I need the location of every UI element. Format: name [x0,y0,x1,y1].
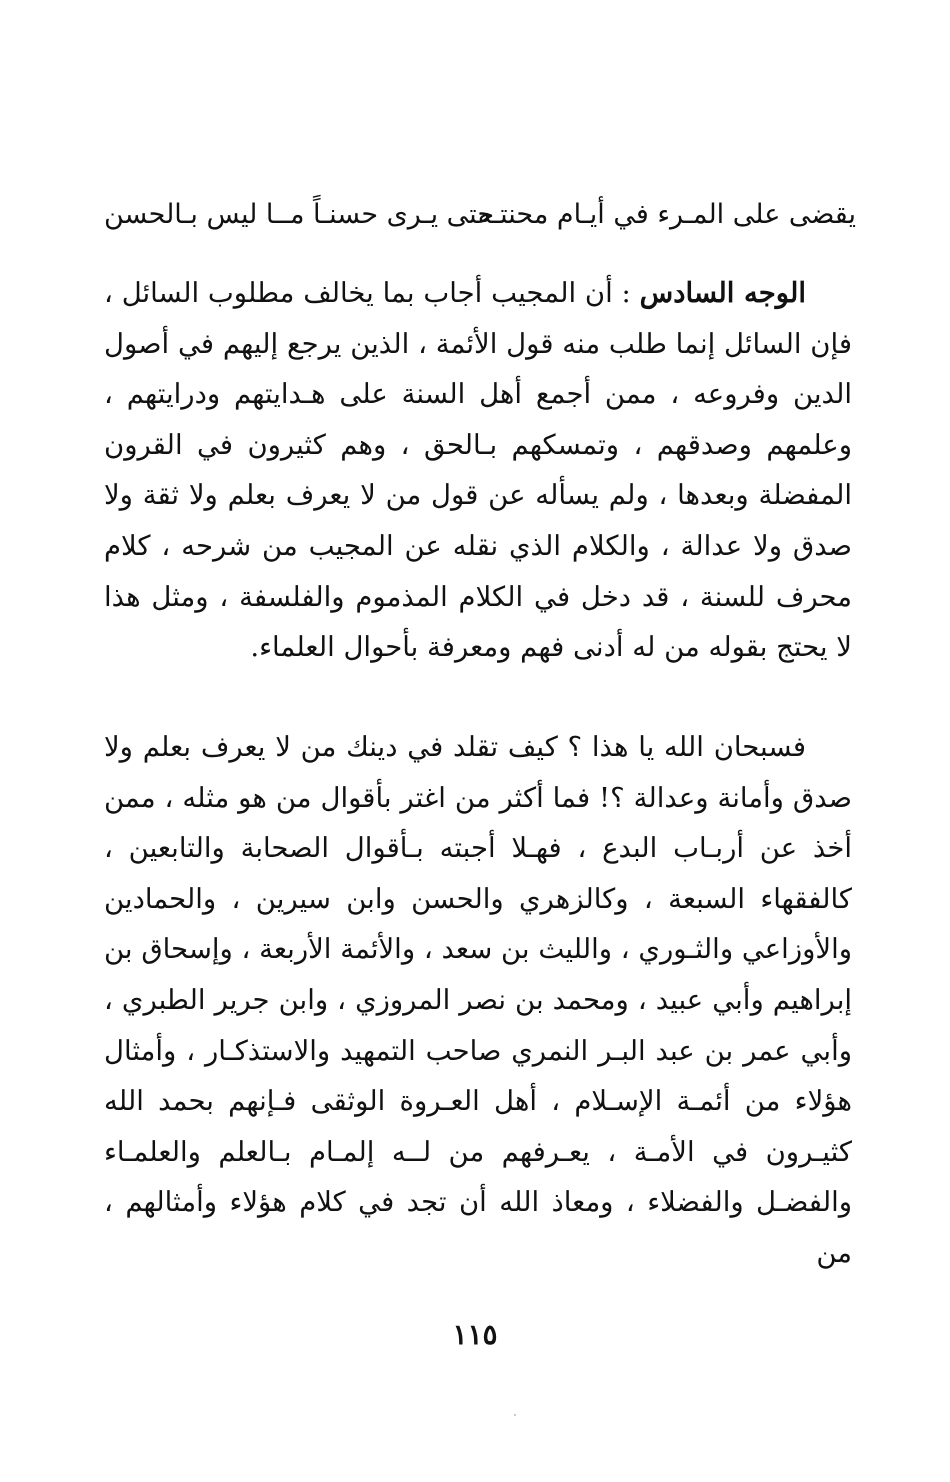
verse-second-hemistich: حتى يـرى حسنـاً مــا ليس بـالحسن [104,199,495,230]
verse-first-hemistich: يقضى على المـرء في أيـام محنتـه [477,199,856,230]
paragraph-glorification [104,722,852,1279]
paragraph-sixth-aspect [104,268,852,673]
paragraph-body-text: : أن المجيب أجاب بما يخالف مطلوب السائل ، فإن السائل إنما طلب منه قول الأئمة ، الذين يرجع إليهم في أصول الدين وفروعه ، ممن أجمع أهل السنة على هـدايتهم ودرايتهم ، وعلمهم وصدقهم ، وتمسكهم بـالحق ، وهم كثيرون في القرون المفضلة وبعدها ، ولم يسأله عن قول من لا يعرف بعلم ولا ثقة ولا صدق ولا عدالة ، والكلام الذي نقله عن المجيب من شرحه ، كلام محرف للسنة ، قد دخل في الكلام المذموم والفلسفة ، ومثل هذا لا يحتج بقوله من له أدنى فهم ومعرفة بأحوال العلماء. [104,277,852,664]
page-number: ١١٥ [452,1318,498,1351]
scan-speck [514,1414,516,1416]
section-lead-heading: الوجه السادس [639,277,806,309]
poetry-verse [104,192,856,238]
paragraph-body-text: فسبحان الله يا هذا ؟ كيف تقلد في دينك من لا يعرف بعلم ولا صدق وأمانة وعدالة ؟! فما أكثر من اغتر بأقوال من هو مثله ، ممن أخذ عن أربـاب البدع ، فهـلا أجبته بـأقوال الصحابة والتابعين ، كالفقهاء السبعة ، وكالزهري والحسن وابن سيرين ، والحمادين والأوزاعي والثـوري ، والليث بن سعد ، والأئمة الأربعة ، وإسحاق بن إبراهيم وأبي عبيد ، ومحمد بن نصر المروزي ، وابن جرير الطبري ، وأبي عمر بن عبد البـر النمري صاحب التمهيد والاستذكـار ، وأمثال هؤلاء من أئمـة الإسـلام ، أهل العـروة الوثقى فـإنهم بحمد الله كثيـرون في الأمـة ، يعـرفهم من لــه إلمـام بـالعلم والعلمـاء والفضـل والفضلاء ، ومعاذ الله أن تجد في كلام هؤلاء وأمثالهم ، من [104,731,852,1269]
